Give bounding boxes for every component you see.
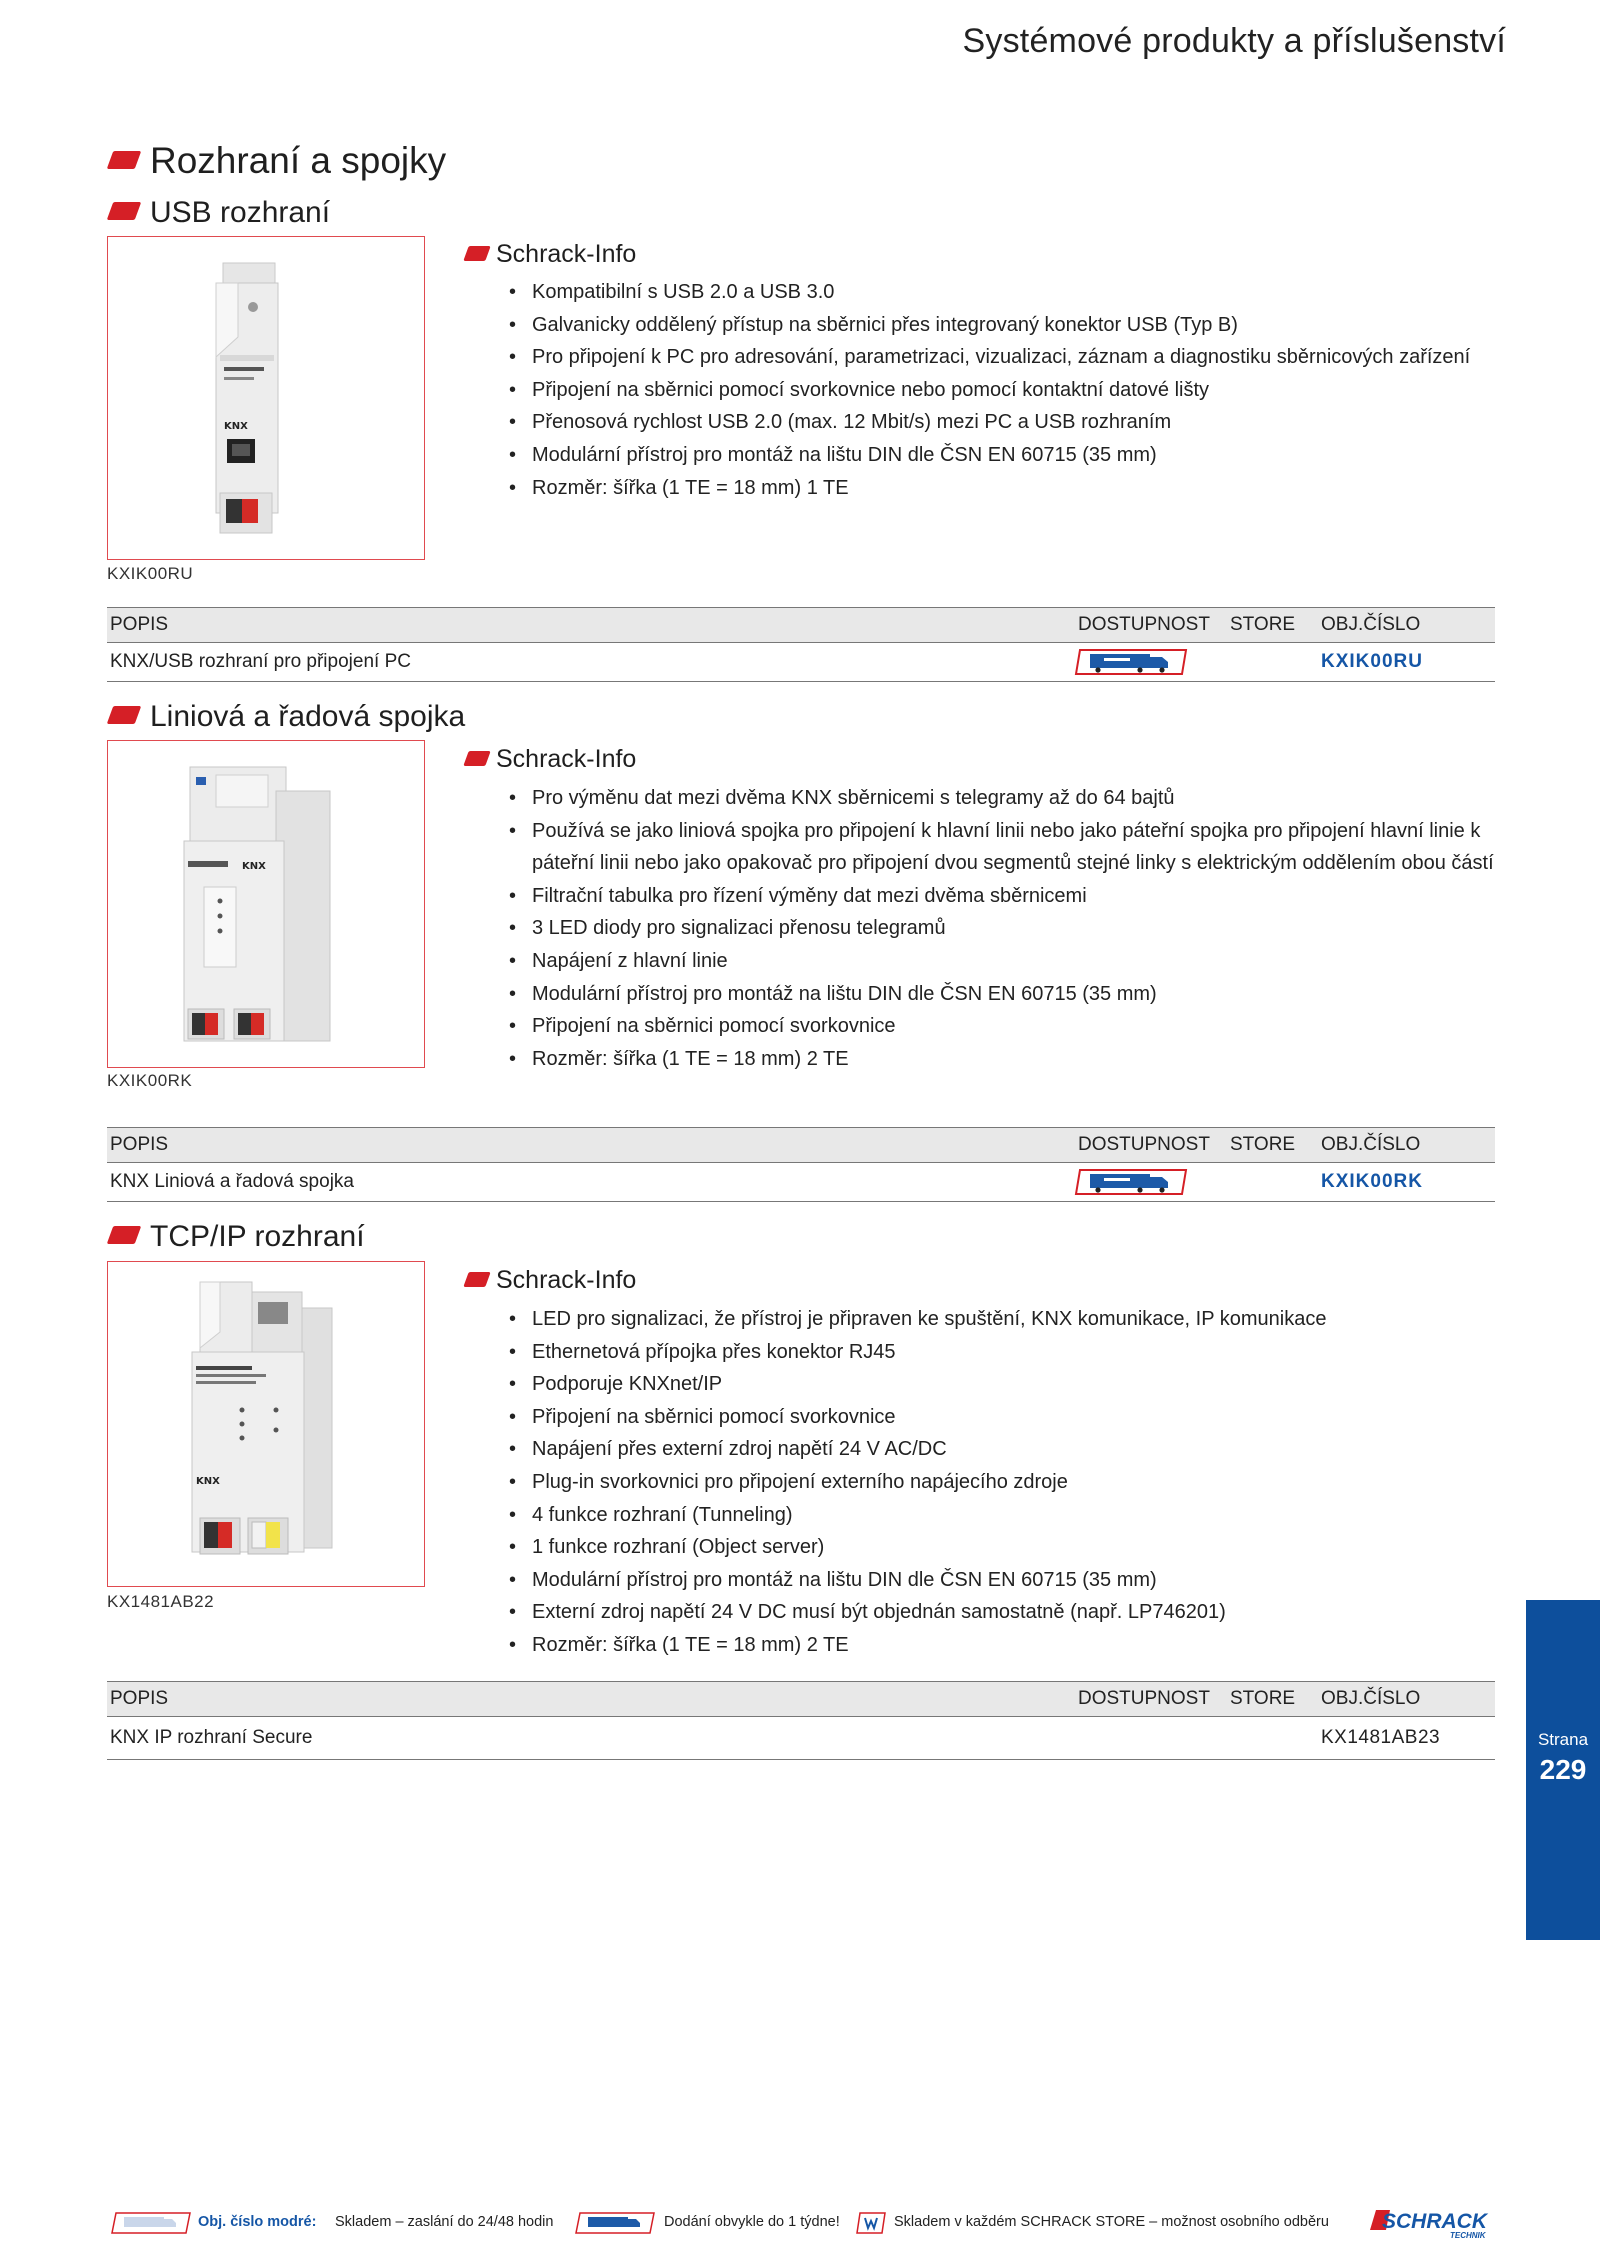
table-row bbox=[107, 1163, 1495, 1202]
table-header bbox=[107, 1681, 1495, 1717]
feature-list-usb bbox=[506, 276, 1516, 504]
table-header bbox=[107, 1127, 1495, 1163]
legend-label: Obj. číslo modré: bbox=[198, 2214, 317, 2230]
page-label: Strana bbox=[1537, 1730, 1589, 1749]
col-obj-cislo: OBJ.ČÍSLO bbox=[1321, 614, 1421, 635]
feature-item: • Ethernetová přípojka přes konektor RJ45 bbox=[506, 1336, 1516, 1369]
col-obj-cislo: OBJ.ČÍSLO bbox=[1321, 1688, 1421, 1709]
info-flag-icon bbox=[463, 751, 490, 766]
feature-item: • Přenosová rychlost USB 2.0 (max. 12 Mbit/s) mezi PC a USB rozhraním bbox=[506, 406, 1516, 439]
feature-item: • Podporuje KNXnet/IP bbox=[506, 1368, 1516, 1401]
product-title-text: USB rozhraní bbox=[150, 196, 331, 229]
feature-item: • Připojení na sběrnici pomocí svorkovnice bbox=[506, 1010, 1526, 1043]
product-image-tcpip bbox=[107, 1261, 425, 1587]
col-popis: POPIS bbox=[110, 614, 169, 635]
schrack-info-title bbox=[466, 1266, 636, 1295]
feature-item: • Připojení na sběrnici pomocí svorkovnice nebo pomocí kontaktní datové lišty bbox=[506, 374, 1516, 407]
col-store: STORE bbox=[1230, 1688, 1296, 1709]
product-title-text: Liniová a řadová spojka bbox=[150, 700, 466, 733]
col-obj-cislo: OBJ.ČÍSLO bbox=[1321, 1134, 1421, 1155]
product-table-coupler bbox=[107, 1127, 1495, 1202]
row-order-number[interactable]: KX1481AB23 bbox=[1321, 1727, 1441, 1748]
truck-icon bbox=[1074, 1168, 1188, 1196]
truck-icon bbox=[1074, 648, 1188, 676]
product-flag-icon bbox=[107, 706, 142, 724]
col-store: STORE bbox=[1230, 1134, 1296, 1155]
section-title-text: Rozhraní a spojky bbox=[150, 140, 447, 181]
product-title-coupler bbox=[110, 700, 465, 734]
info-title-text: Schrack-Info bbox=[496, 745, 637, 773]
info-title-text: Schrack-Info bbox=[496, 240, 637, 268]
feature-item: • Rozměr: šířka (1 TE = 18 mm) 1 TE bbox=[506, 472, 1516, 505]
feature-item: • LED pro signalizaci, že přístroj je připraven ke spuštění, KNX komunikace, IP komunikace bbox=[506, 1303, 1516, 1336]
svg-text:KNX: KNX bbox=[196, 1476, 220, 1487]
row-description: KNX IP rozhraní Secure bbox=[110, 1727, 313, 1748]
feature-item: • Pro připojení k PC pro adresování, parametrizaci, vizualizaci, záznam a diagnostiku sběrnicových zařízení bbox=[506, 341, 1482, 374]
product-title-usb bbox=[110, 196, 330, 230]
store-icon bbox=[855, 2211, 887, 2235]
feature-item: • Modulární přístroj pro montáž na lištu DIN dle ČSN EN 60715 (35 mm) bbox=[506, 1564, 1516, 1597]
legend-delivery: Dodání obvykle do 1 týdne! bbox=[664, 2214, 840, 2230]
row-description: KNX Liniová a řadová spojka bbox=[110, 1171, 354, 1192]
product-title-text: TCP/IP rozhraní bbox=[150, 1220, 365, 1253]
line-coupler-device-icon bbox=[108, 741, 424, 1067]
feature-item: • Napájení přes externí zdroj napětí 24 V AC/DC bbox=[506, 1433, 1516, 1466]
schrack-info-title bbox=[466, 745, 636, 774]
col-popis: POPIS bbox=[110, 1688, 169, 1709]
feature-item: • Plug-in svorkovnici pro připojení externího napájecího zdroje bbox=[506, 1466, 1516, 1499]
feature-item: • Napájení z hlavní linie bbox=[506, 945, 1526, 978]
page-number: 229 bbox=[1539, 1754, 1587, 1785]
usb-interface-device-icon bbox=[108, 237, 424, 559]
row-order-number[interactable]: KXIK00RK bbox=[1321, 1171, 1423, 1192]
logo-text: SCHRACK bbox=[1382, 2210, 1487, 2233]
feature-item: • 1 funkce rozhraní (Object server) bbox=[506, 1531, 1516, 1564]
table-header bbox=[107, 607, 1495, 643]
section-flag-icon bbox=[107, 151, 142, 169]
feature-item: • Externí zdroj napětí 24 V DC musí být objednán samostatně (např. LP746201) bbox=[506, 1596, 1516, 1629]
feature-item: • 3 LED diody pro signalizaci přenosu telegramů bbox=[506, 912, 1526, 945]
image-caption: KXIK00RK bbox=[107, 1071, 193, 1090]
row-description: KNX/USB rozhraní pro připojení PC bbox=[110, 651, 411, 672]
feature-item: • Galvanicky oddělený přístup na sběrnici přes integrovaný konektor USB (Typ B) bbox=[506, 309, 1516, 342]
feature-item: • Kompatibilní s USB 2.0 a USB 3.0 bbox=[506, 276, 1516, 309]
schrack-logo-mark bbox=[1368, 2206, 1504, 2240]
ip-interface-device-icon bbox=[108, 1262, 424, 1586]
col-store: STORE bbox=[1230, 614, 1296, 635]
row-order-number[interactable]: KXIK00RU bbox=[1321, 651, 1423, 672]
table-row bbox=[107, 1717, 1495, 1760]
page-number-tab bbox=[1526, 1600, 1600, 1940]
section-title bbox=[110, 140, 446, 182]
image-caption: KX1481AB22 bbox=[107, 1592, 215, 1611]
product-flag-icon bbox=[107, 202, 142, 220]
feature-list-tcpip bbox=[506, 1303, 1516, 1662]
product-table-usb bbox=[107, 607, 1495, 682]
schrack-logo bbox=[1368, 2206, 1504, 2240]
product-image-usb bbox=[107, 236, 425, 560]
col-dostupnost: DOSTUPNOST bbox=[1078, 614, 1210, 635]
delivery-truck-icon bbox=[574, 2211, 656, 2235]
legend-stock: Skladem – zaslání do 24/48 hodin bbox=[335, 2214, 554, 2230]
feature-list-coupler bbox=[506, 782, 1526, 1075]
feature-item: • 4 funkce rozhraní (Tunneling) bbox=[506, 1499, 1516, 1532]
feature-item: • Modulární přístroj pro montáž na lištu DIN dle ČSN EN 60715 (35 mm) bbox=[506, 978, 1526, 1011]
info-title-text: Schrack-Info bbox=[496, 1266, 637, 1294]
feature-item: • Pro výměnu dat mezi dvěma KNX sběrnicemi s telegramy až do 64 bajtů bbox=[506, 782, 1526, 815]
col-popis: POPIS bbox=[110, 1134, 169, 1155]
product-image-coupler bbox=[107, 740, 425, 1068]
info-flag-icon bbox=[463, 1272, 490, 1287]
image-caption: KXIK00RU bbox=[107, 564, 194, 583]
feature-item: • Používá se jako liniová spojka pro připojení k hlavní linii nebo jako páteřní spojka pro připojení hlavní linie k páteřní linii nebo jako opakovač pro připojení dvou segmentů stejné linky s elektrickým oddělením obou částí bbox=[506, 815, 1532, 880]
feature-item: • Rozměr: šířka (1 TE = 18 mm) 2 TE bbox=[506, 1629, 1516, 1662]
feature-item: • Filtrační tabulka pro řízení výměny dat mezi dvěma sběrnicemi bbox=[506, 880, 1526, 913]
feature-item: • Rozměr: šířka (1 TE = 18 mm) 2 TE bbox=[506, 1043, 1526, 1076]
col-dostupnost: DOSTUPNOST bbox=[1078, 1688, 1210, 1709]
col-dostupnost: DOSTUPNOST bbox=[1078, 1134, 1210, 1155]
legend-store: Skladem v každém SCHRACK STORE – možnost osobního odběru bbox=[894, 2214, 1329, 2230]
product-table-tcpip bbox=[107, 1681, 1495, 1760]
feature-item: • Připojení na sběrnici pomocí svorkovnice bbox=[506, 1401, 1516, 1434]
svg-text:KNX: KNX bbox=[224, 421, 248, 432]
logo-subtext: TECHNIK bbox=[1450, 2231, 1486, 2240]
svg-text:KNX: KNX bbox=[242, 861, 266, 872]
schrack-info-title bbox=[466, 240, 636, 269]
info-flag-icon bbox=[463, 246, 490, 261]
stock-truck-icon bbox=[110, 2211, 192, 2235]
feature-item: • Modulární přístroj pro montáž na lištu DIN dle ČSN EN 60715 (35 mm) bbox=[506, 439, 1516, 472]
product-title-tcpip bbox=[110, 1220, 365, 1254]
footer-legend bbox=[110, 2208, 1510, 2238]
page-header-title: Systémové produkty a příslušenství bbox=[962, 22, 1506, 60]
table-row bbox=[107, 643, 1495, 682]
product-flag-icon bbox=[107, 1226, 142, 1244]
